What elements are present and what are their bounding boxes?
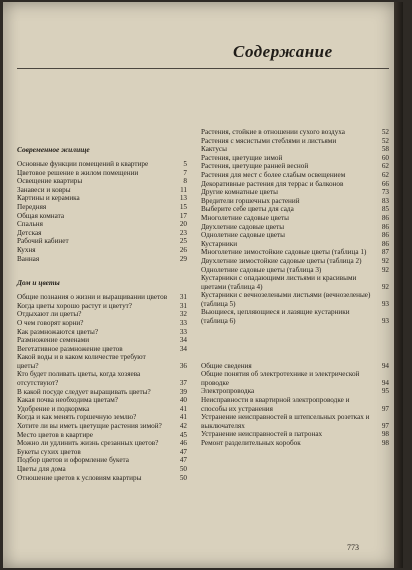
toc-entry — [17, 336, 187, 345]
toc-entry-page: 92 — [381, 282, 389, 291]
toc-entry-title: Кактусы — [201, 145, 227, 154]
book-page — [3, 2, 403, 568]
toc-entry-title: Удобрение и подкормка — [17, 404, 90, 413]
toc-entry — [17, 310, 187, 319]
toc-entry — [201, 145, 389, 154]
toc-entry-page: 33 — [179, 318, 187, 327]
section-entries-modern-home — [17, 160, 187, 263]
toc-entry-page: 36 — [179, 361, 187, 370]
toc-entry-page: 62 — [381, 162, 389, 171]
toc-entry-title: Цветы для дома — [17, 465, 66, 473]
toc-entry-title: Вегетативное размножение цветов — [17, 344, 123, 353]
toc-entry — [17, 413, 187, 422]
toc-entry — [17, 439, 187, 448]
toc-entry-title: О чем говорят корни? — [17, 318, 84, 327]
toc-entry — [201, 439, 389, 448]
toc-entry-title: Букеты сухих цветов — [17, 447, 81, 456]
toc-entry-page: 34 — [179, 344, 187, 353]
toc-entry-page: 25 — [179, 237, 187, 246]
toc-entry — [17, 465, 187, 474]
toc-entry — [17, 302, 187, 311]
toc-entry-title: Вредители горшечных растений — [201, 196, 300, 205]
toc-entry-title: Основные функции помещений в квартире — [17, 160, 149, 168]
toc-entry-page: 37 — [179, 379, 187, 388]
toc-entry-title: Подбор цветов и оформление букета — [17, 456, 129, 465]
toc-entry-title: Растения, стойкие в отношении сухого воздуха — [201, 128, 345, 136]
toc-entry-title: Кустарники — [201, 239, 238, 248]
toc-entry-page: 97 — [381, 404, 389, 413]
toc-entry-title: Какая почва необходима цветам? — [17, 396, 118, 405]
toc-entry-page: 32 — [179, 310, 187, 319]
toc-entry-title: Общие сведения — [201, 361, 252, 370]
toc-entry-page: 66 — [381, 179, 389, 188]
toc-entry-page: 92 — [381, 265, 389, 274]
toc-entry — [201, 154, 389, 163]
toc-entry-title: Неисправности в квартирной электропроводке и способы их устранения — [201, 396, 350, 413]
toc-entry-title: Передняя — [17, 202, 47, 211]
toc-entry-page: 47 — [179, 456, 187, 465]
toc-entry — [201, 291, 389, 308]
toc-entry — [201, 214, 389, 223]
toc-entry — [17, 431, 187, 440]
toc-entry-page: 23 — [179, 228, 187, 237]
toc-entry-title: Растения, цветущие зимой — [201, 153, 283, 162]
toc-entry-title: Однолетние садовые цветы (таблица 3) — [201, 265, 322, 274]
toc-entry-title: Другие комнатные цветы — [201, 188, 278, 197]
toc-entry — [17, 474, 187, 483]
toc-entry — [201, 171, 389, 180]
toc-entry-page: 29 — [179, 254, 187, 263]
toc-entry — [201, 240, 389, 249]
toc-entry-title: Выберите себе цветы для сада — [201, 205, 294, 214]
toc-entry — [17, 229, 187, 238]
toc-entry — [17, 203, 187, 212]
toc-entry-title: Общие понятия об электротехнике и электрической проводке — [201, 370, 360, 387]
toc-entry-page: 40 — [179, 396, 187, 405]
toc-entry-page: 86 — [381, 213, 389, 222]
toc-entry-title: Общая комната — [17, 211, 65, 220]
section-entries-home-flowers — [17, 293, 187, 482]
toc-entry-title: Отдыхают ли цветы? — [17, 310, 82, 319]
toc-entry-title: Ремонт разделительных коробок — [201, 439, 301, 447]
toc-entry-title: Место цветов в квартире — [17, 430, 93, 439]
toc-entry-page: 94 — [381, 361, 389, 370]
toc-entry — [17, 220, 187, 229]
toc-entry — [201, 274, 389, 291]
toc-entry-page: 31 — [179, 293, 187, 302]
toc-entry-title: Многолетние садовые цветы — [201, 213, 289, 222]
title-rule — [17, 68, 389, 69]
toc-entry — [201, 248, 389, 257]
toc-entry-title: Картины и керамика — [17, 194, 80, 203]
toc-entry-title: Декоративные растения для террас и балконов — [201, 179, 344, 188]
toc-entry — [17, 353, 187, 370]
toc-entry — [17, 186, 187, 195]
toc-entry-title: Кустарники с опадающими листьями и красивыми цветами (таблица 4) — [201, 274, 357, 291]
toc-entry — [17, 448, 187, 457]
toc-entry-title: Какой воды и в каком количестве требуют цветы? — [17, 353, 146, 370]
toc-entry-title: Размножение семенами — [17, 336, 90, 345]
toc-entry-page: 86 — [381, 222, 389, 231]
toc-entry-page: 26 — [179, 245, 187, 254]
toc-entry-title: Когда цветы хорошо растут и цветут? — [17, 301, 132, 310]
toc-entry — [201, 430, 389, 439]
toc-entry-page: 7 — [183, 168, 187, 177]
toc-entry-page: 17 — [179, 211, 187, 220]
toc-entry — [17, 456, 187, 465]
toc-entry — [201, 162, 389, 171]
toc-entry-page: 50 — [179, 473, 187, 482]
toc-entry-title: Как размножаются цветы? — [17, 327, 99, 336]
toc-entry — [201, 257, 389, 266]
toc-entry-page: 52 — [381, 136, 389, 145]
toc-entry — [201, 231, 389, 240]
toc-entry-page: 31 — [179, 301, 187, 310]
toc-entry — [17, 212, 187, 221]
toc-entry-page: 86 — [381, 239, 389, 248]
toc-entry — [201, 197, 389, 206]
toc-entry — [201, 308, 389, 325]
toc-entry-page: 45 — [179, 430, 187, 439]
toc-entry-page: 83 — [381, 196, 389, 205]
toc-entry-page: 86 — [381, 231, 389, 240]
toc-entry-title: Освещение квартиры — [17, 177, 83, 186]
toc-entry — [17, 345, 187, 354]
toc-entry-page: 33 — [179, 327, 187, 336]
toc-right-column — [201, 128, 389, 448]
toc-entry — [201, 137, 389, 146]
toc-entry-title: Двухлетние зимостойкие садовые цветы (таблица 2) — [201, 256, 362, 265]
page-title: Содержание — [233, 42, 333, 61]
toc-entry-page: 93 — [381, 317, 389, 326]
toc-entry — [201, 387, 389, 396]
toc-entry-page: 85 — [381, 205, 389, 214]
toc-entry — [201, 205, 389, 214]
toc-entry-page: 50 — [179, 465, 187, 473]
toc-entry-page: 60 — [381, 153, 389, 162]
toc-entry-title: Кто будет поливать цветы, когда хозяева отсутствуют? — [17, 370, 141, 388]
toc-entry-page: 13 — [179, 194, 187, 203]
toc-entry-page: 41 — [179, 404, 187, 413]
toc-entry-page: 73 — [381, 188, 389, 197]
toc-entry — [17, 237, 187, 246]
toc-entry — [201, 413, 389, 430]
toc-entry-title: Общие познания о жизни и выращивании цветов — [17, 293, 168, 302]
toc-entry — [17, 246, 187, 255]
toc-entry — [201, 362, 389, 371]
toc-entry-page: 11 — [180, 185, 187, 194]
toc-entry-title: Электропроводка — [201, 387, 255, 396]
toc-entry-page: 94 — [381, 378, 389, 387]
toc-entry — [17, 293, 187, 302]
toc-entry-title: В какой посуде следует выращивать цветы? — [17, 387, 151, 396]
toc-entry-title: Детская — [17, 228, 42, 237]
toc-entry-title: Хотите ли вы иметь цветущие растения зимой? — [17, 422, 162, 431]
toc-entry-page: 15 — [179, 202, 187, 211]
toc-entry-title: Спальня — [17, 220, 43, 229]
toc-entry — [201, 128, 389, 137]
toc-entry-title: Рабочий кабинет — [17, 237, 69, 246]
toc-entry — [201, 223, 389, 232]
page-binding-shadow — [394, 2, 403, 568]
toc-entry — [17, 370, 187, 387]
toc-entry — [17, 319, 187, 328]
toc-entry — [17, 255, 187, 264]
toc-entry-title: Устранение неисправностей в патронах — [201, 430, 323, 439]
toc-entry-title: Двухлетние садовые цветы — [201, 222, 285, 231]
toc-entry-page: 93 — [381, 299, 389, 308]
toc-entry — [201, 188, 389, 197]
toc-entry-title: Растения для мест с более слабым освещением — [201, 170, 346, 179]
toc-entry — [17, 160, 187, 169]
section-heading-home-flowers: Дом и цветы — [17, 278, 60, 288]
toc-entry-page: 39 — [179, 387, 187, 396]
toc-entry-title: Цветовое решение в жилом помещении — [17, 168, 139, 177]
section-entries-electrical — [201, 362, 389, 448]
toc-entry-page: 46 — [179, 439, 187, 448]
toc-entry-title: Кухня — [17, 245, 36, 254]
toc-entry-page: 62 — [381, 170, 389, 179]
toc-entry-title: Занавеси и ковры — [17, 185, 71, 194]
toc-entry — [17, 194, 187, 203]
toc-entry — [201, 180, 389, 189]
toc-entry-title: Вьющиеся, цепляющиеся и лазящие кустарники (таблица 6) — [201, 308, 350, 326]
section-entries-plants — [201, 128, 389, 326]
toc-entry-title: Ванная — [17, 254, 40, 263]
toc-entry — [201, 266, 389, 275]
toc-entry — [17, 177, 187, 186]
toc-entry-page: 97 — [381, 421, 389, 430]
toc-entry-page: 34 — [179, 336, 187, 345]
toc-entry-title: Растения с мясистыми стеблями и листьями — [201, 136, 337, 145]
toc-left-column — [17, 142, 187, 482]
toc-entry-page: 98 — [381, 439, 389, 447]
toc-entry-page: 98 — [381, 430, 389, 439]
toc-entry-title: Однолетние садовые цветы — [201, 231, 285, 240]
toc-entry-page: 8 — [183, 177, 187, 186]
toc-entry — [17, 396, 187, 405]
toc-entry-page: 58 — [381, 145, 389, 154]
toc-entry-page: 92 — [381, 256, 389, 265]
toc-entry-title: Отношение цветов к условиям квартиры — [17, 473, 142, 482]
toc-entry-page: 5 — [183, 160, 187, 168]
toc-entry-title: Устранение неисправностей в штепсельных розетках и выключателях — [201, 413, 370, 430]
toc-entry-page: 20 — [179, 220, 187, 229]
toc-entry-title: Кустарники с вечнозелеными листьями (вечнозеленые) (таблица 5) — [201, 291, 371, 308]
section-heading-modern-home: Современное жилище — [17, 145, 90, 154]
toc-entry-page: 87 — [381, 248, 389, 257]
toc-entry — [17, 388, 187, 397]
toc-entry-title: Можно ли удлинить жизнь срезанных цветов? — [17, 439, 159, 448]
toc-entry — [17, 169, 187, 178]
toc-entry-page: 95 — [381, 387, 389, 396]
toc-entry — [17, 328, 187, 337]
toc-entry-title: Растения, цветущие ранней весной — [201, 162, 309, 171]
page-number: 773 — [347, 543, 359, 552]
toc-entry-page: 42 — [179, 422, 187, 431]
toc-entry — [201, 396, 389, 413]
toc-entry — [17, 422, 187, 431]
toc-entry-page: 52 — [381, 128, 389, 136]
toc-entry-title: Многолетние зимостойкие садовые цветы (таблица 1) — [201, 248, 367, 257]
toc-entry-page: 41 — [179, 413, 187, 422]
toc-entry-title: Когда и как менять горшечную землю? — [17, 413, 137, 422]
toc-entry — [17, 405, 187, 414]
toc-entry — [201, 370, 389, 387]
toc-entry-page: 47 — [179, 447, 187, 456]
